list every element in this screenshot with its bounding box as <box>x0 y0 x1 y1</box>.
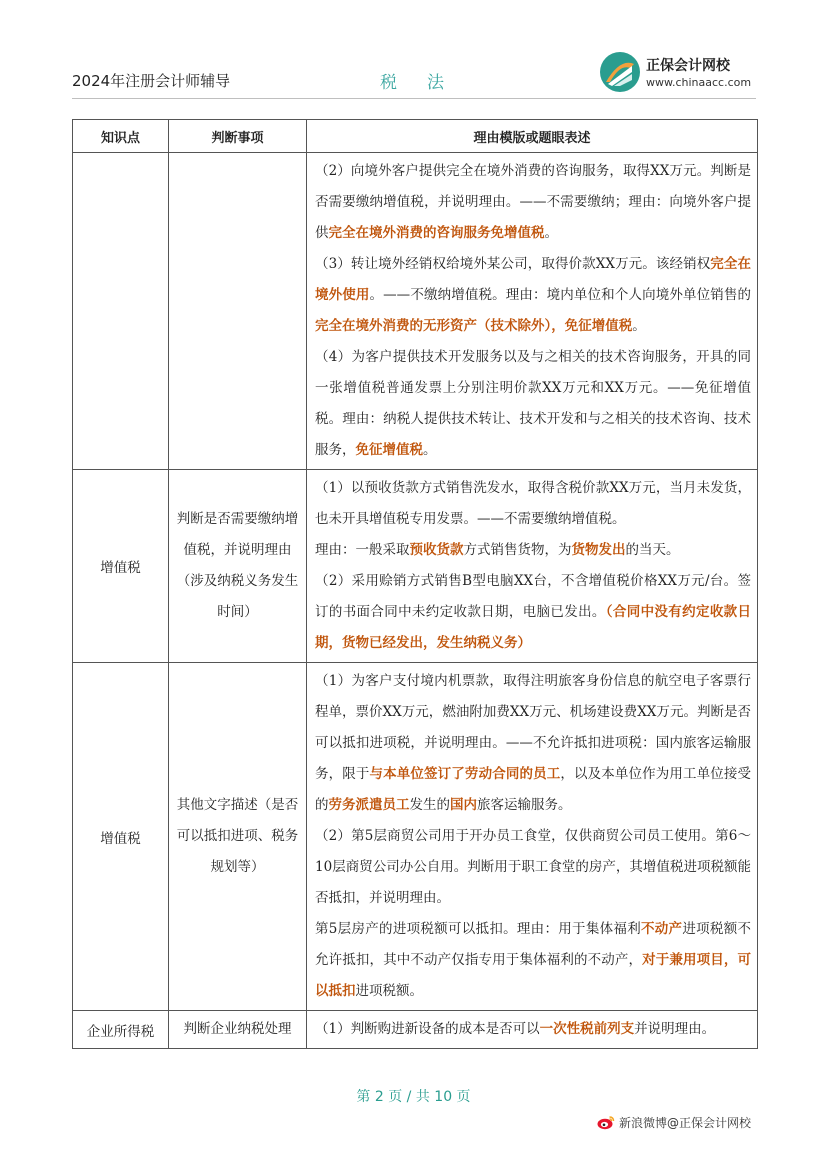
table-header-row <box>73 120 758 153</box>
highlight-text: 免征增值税 <box>355 442 423 458</box>
reason-paragraph: 理由：一般采取预收货款方式销售货物，为货物发出的当天。 <box>315 542 680 558</box>
reason-paragraph: （1）为客户支付境内机票款，取得注明旅客身份信息的航空电子客票行程单，票价XX万元，燃油附加费XX万元、机场建设费XX万元。判断是否可以抵扣进项税，并说明理由。——不允许抵扣进项税：国内旅客运输服务，限于与本单位签订了劳动合同的员工，以及本单位作为用工单位接受的劳务派遣员工发生的国内旅客运输服务。 <box>315 673 752 813</box>
table-cell-category: 企业所得税 <box>73 1011 169 1049</box>
weibo-text[interactable]: 新浪微博@正保会计网校 <box>619 1116 752 1130</box>
table-cell-category <box>73 153 169 470</box>
logo-emblem-icon <box>600 52 640 92</box>
column-header-reason: 理由模版或题眼表述 <box>307 120 758 153</box>
highlight-text: （合同中没有约定收款日期，货物已经发出，发生纳税义务） <box>315 604 752 651</box>
highlight-text: 完全在境外消费的咨询服务免增值税 <box>328 225 545 241</box>
highlight-text: 完全在境外消费的无形资产（技术除外），免征增值税 <box>315 318 633 334</box>
page-indicator: 第 2 页 / 共 10 页 <box>356 1089 471 1105</box>
table-cell-category: 增值税 <box>73 663 169 1011</box>
table-cell-judgment: 判断是否需要缴纳增值税，并说明理由（涉及纳税义务发生时间） <box>169 470 307 663</box>
table-cell-judgment <box>169 153 307 470</box>
highlight-text: 不动产 <box>640 921 683 937</box>
logo-name: 正保会计网校 <box>646 58 730 74</box>
highlight-text: 完全在境外使用 <box>315 256 752 303</box>
highlight-text: 国内 <box>450 797 477 813</box>
header-divider <box>72 98 756 99</box>
reason-paragraph: （2）第5层商贸公司用于开办员工食堂，仅供商贸公司员工使用。第6～10层商贸公司办公自用。判断用于职工食堂的房产，其增值税进项税额能否抵扣，并说明理由。 <box>315 828 751 906</box>
highlight-text: 与本单位签订了劳动合同的员工 <box>369 766 561 782</box>
table-cell-reason <box>307 470 758 663</box>
header-title: 2024年注册会计师辅导 <box>72 72 231 90</box>
highlight-text: 劳务派遣员工 <box>328 797 410 813</box>
table-cell-reason <box>307 153 758 470</box>
table-row <box>73 663 758 1011</box>
highlight-text: 对于兼用项目，可以抵扣 <box>315 952 752 999</box>
table-cell-reason <box>307 663 758 1011</box>
table-cell-judgment: 判断企业纳税处理 <box>169 1011 307 1049</box>
weibo-icon <box>597 1115 615 1133</box>
table-cell-category: 增值税 <box>73 470 169 663</box>
chinaacc-logo[interactable] <box>600 50 760 96</box>
reason-paragraph: （2）向境外客户提供完全在境外消费的咨询服务，取得XX万元。判断是否需要缴纳增值税，并说明理由。——不需要缴纳；理由：向境外客户提供完全在境外消费的咨询服务免增值税。 <box>315 163 751 241</box>
reason-paragraph: （1）判断购进新设备的成本是否可以一次性税前列支并说明理由。 <box>315 1021 716 1037</box>
header-subject: 税法 <box>380 73 474 93</box>
highlight-text: 货物发出 <box>571 542 626 558</box>
reason-paragraph: （1）以预收货款方式销售洗发水，取得含税价款XX万元，当月未发货，也未开具增值税专用发票。——不需要缴纳增值税。 <box>315 480 751 527</box>
table-cell-reason <box>307 1011 758 1049</box>
reason-paragraph: 第5层房产的进项税额可以抵扣。理由：用于集体福利不动产进项税额不允许抵扣，其中不动产仅指专用于集体福利的不动产，对于兼用项目，可以抵扣进项税额。 <box>315 921 752 999</box>
table-row <box>73 1011 758 1049</box>
table-row <box>73 153 758 470</box>
column-header-knowledge: 知识点 <box>73 120 169 153</box>
highlight-text: 一次性税前列支 <box>539 1021 635 1037</box>
logo-url[interactable]: www.chinaacc.com <box>646 76 752 89</box>
reason-paragraph: （3）转让境外经销权给境外某公司，取得价款XX万元。该经销权完全在境外使用。——不缴纳增值税。理由：境内单位和个人向境外单位销售的完全在境外消费的无形资产（技术除外），免征增值税。 <box>315 256 752 334</box>
weibo-credit[interactable] <box>597 1114 751 1133</box>
reason-paragraph: （4）为客户提供技术开发服务以及与之相关的技术咨询服务，开具的同一张增值税普通发票上分别注明价款XX万元和XX万元。——免征增值税。理由：纳税人提供技术转让、技术开发和与之相关的技术咨询、技术服务，免征增值税。 <box>315 349 751 458</box>
reason-paragraph: （2）采用赊销方式销售B型电脑XX台，不含增值税价格XX万元/台。签订的书面合同中未约定收款日期，电脑已发出。（合同中没有约定收款日期，货物已经发出，发生纳税义务） <box>315 573 752 651</box>
knowledge-table <box>72 119 758 1049</box>
highlight-text: 预收货款 <box>409 542 464 558</box>
column-header-judgment: 判断事项 <box>169 120 307 153</box>
table-cell-judgment: 其他文字描述（是否可以抵扣进项、税务规划等） <box>169 663 307 1011</box>
table-row <box>73 470 758 663</box>
